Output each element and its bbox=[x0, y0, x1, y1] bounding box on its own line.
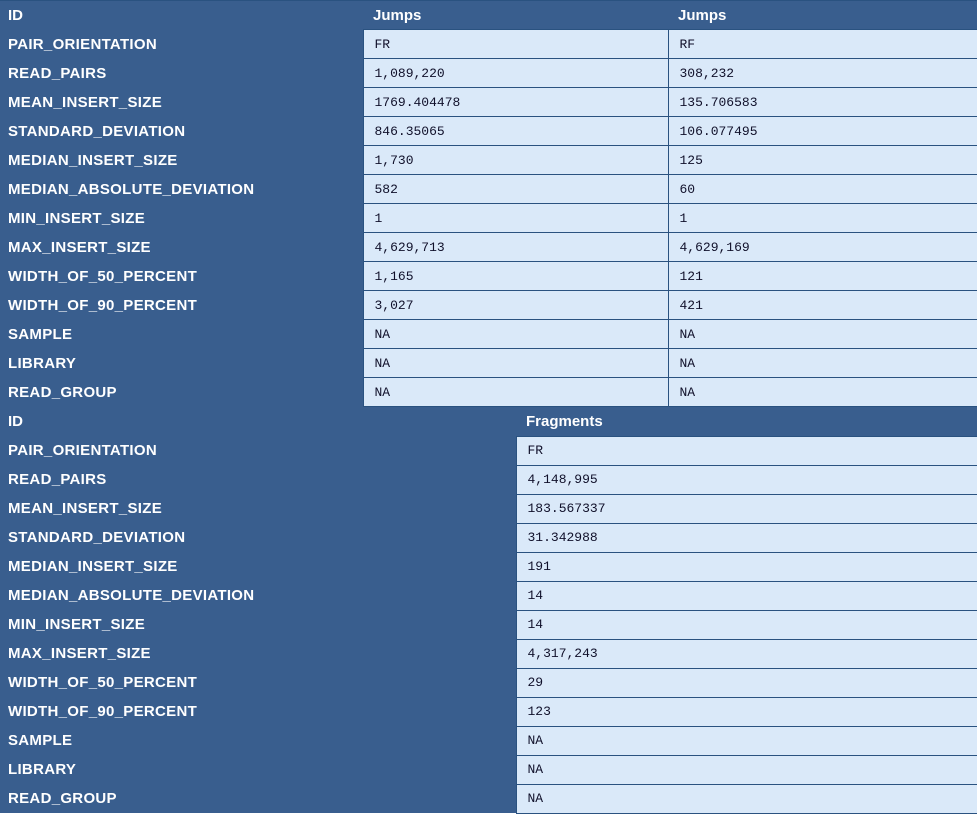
table-row bbox=[0, 726, 977, 755]
value-cell: 191 bbox=[516, 552, 977, 581]
table-row bbox=[0, 668, 977, 697]
value-cell: NA bbox=[516, 755, 977, 784]
value-cell: 29 bbox=[516, 668, 977, 697]
row-label: WIDTH_OF_90_PERCENT bbox=[0, 291, 363, 320]
value-cell: NA bbox=[668, 378, 977, 407]
value-cell: 1 bbox=[668, 204, 977, 233]
table-row bbox=[0, 581, 977, 610]
value-cell: 4,148,995 bbox=[516, 465, 977, 494]
row-label: STANDARD_DEVIATION bbox=[0, 523, 516, 552]
value-cell: FR bbox=[363, 30, 668, 59]
value-cell: 1 bbox=[363, 204, 668, 233]
row-label: MIN_INSERT_SIZE bbox=[0, 610, 516, 639]
row-label: READ_GROUP bbox=[0, 378, 363, 407]
table-row bbox=[0, 320, 977, 349]
table-row bbox=[0, 436, 977, 465]
table-row bbox=[0, 784, 977, 813]
row-label: SAMPLE bbox=[0, 726, 516, 755]
row-label: READ_PAIRS bbox=[0, 465, 516, 494]
value-cell: NA bbox=[363, 378, 668, 407]
value-cell: NA bbox=[668, 320, 977, 349]
table-row bbox=[0, 755, 977, 784]
row-label: MEDIAN_INSERT_SIZE bbox=[0, 552, 516, 581]
table-row bbox=[0, 175, 977, 204]
table-row bbox=[0, 30, 977, 59]
row-label: LIBRARY bbox=[0, 755, 516, 784]
table-row bbox=[0, 523, 977, 552]
metrics-table-fragments bbox=[0, 407, 977, 814]
value-cell: 4,629,169 bbox=[668, 233, 977, 262]
value-cell: 4,317,243 bbox=[516, 639, 977, 668]
value-cell: 421 bbox=[668, 291, 977, 320]
row-label: MEAN_INSERT_SIZE bbox=[0, 88, 363, 117]
table-row bbox=[0, 262, 977, 291]
value-cell: RF bbox=[668, 30, 977, 59]
row-label: MIN_INSERT_SIZE bbox=[0, 204, 363, 233]
table-row bbox=[0, 378, 977, 407]
value-cell: 60 bbox=[668, 175, 977, 204]
value-cell: 135.706583 bbox=[668, 88, 977, 117]
metrics-table-jumps bbox=[0, 0, 977, 407]
table-row bbox=[0, 697, 977, 726]
table-row bbox=[0, 117, 977, 146]
value-cell: 31.342988 bbox=[516, 523, 977, 552]
value-cell: NA bbox=[363, 320, 668, 349]
row-label: WIDTH_OF_90_PERCENT bbox=[0, 697, 516, 726]
value-cell: 1,089,220 bbox=[363, 59, 668, 88]
value-cell: 846.35065 bbox=[363, 117, 668, 146]
header-row bbox=[0, 1, 977, 30]
row-label: MEDIAN_ABSOLUTE_DEVIATION bbox=[0, 581, 516, 610]
row-label: STANDARD_DEVIATION bbox=[0, 117, 363, 146]
value-cell: 123 bbox=[516, 697, 977, 726]
value-cell: 4,629,713 bbox=[363, 233, 668, 262]
id-header: ID bbox=[0, 1, 363, 30]
row-label: LIBRARY bbox=[0, 349, 363, 378]
value-cell: 1,730 bbox=[363, 146, 668, 175]
value-cell: NA bbox=[516, 784, 977, 813]
column-header-fragments: Fragments bbox=[516, 407, 977, 436]
table-row bbox=[0, 639, 977, 668]
value-cell: 582 bbox=[363, 175, 668, 204]
column-header-jumps-1: Jumps bbox=[363, 1, 668, 30]
table-row bbox=[0, 494, 977, 523]
table-row bbox=[0, 291, 977, 320]
header-row bbox=[0, 407, 977, 436]
table-row bbox=[0, 146, 977, 175]
table-row bbox=[0, 349, 977, 378]
value-cell: 1769.404478 bbox=[363, 88, 668, 117]
value-cell: 125 bbox=[668, 146, 977, 175]
row-label: MEDIAN_INSERT_SIZE bbox=[0, 146, 363, 175]
row-label: SAMPLE bbox=[0, 320, 363, 349]
value-cell: 1,165 bbox=[363, 262, 668, 291]
row-label: READ_GROUP bbox=[0, 784, 516, 813]
value-cell: 14 bbox=[516, 610, 977, 639]
value-cell: NA bbox=[516, 726, 977, 755]
row-label: MEDIAN_ABSOLUTE_DEVIATION bbox=[0, 175, 363, 204]
table-row bbox=[0, 88, 977, 117]
row-label: WIDTH_OF_50_PERCENT bbox=[0, 262, 363, 291]
value-cell: 14 bbox=[516, 581, 977, 610]
row-label: MAX_INSERT_SIZE bbox=[0, 233, 363, 262]
row-label: MEAN_INSERT_SIZE bbox=[0, 494, 516, 523]
table-row bbox=[0, 610, 977, 639]
value-cell: 183.567337 bbox=[516, 494, 977, 523]
value-cell: 3,027 bbox=[363, 291, 668, 320]
row-label: WIDTH_OF_50_PERCENT bbox=[0, 668, 516, 697]
value-cell: 121 bbox=[668, 262, 977, 291]
row-label: MAX_INSERT_SIZE bbox=[0, 639, 516, 668]
table-row bbox=[0, 552, 977, 581]
table-row bbox=[0, 59, 977, 88]
table-row bbox=[0, 204, 977, 233]
row-label: READ_PAIRS bbox=[0, 59, 363, 88]
id-header: ID bbox=[0, 407, 516, 436]
value-cell: FR bbox=[516, 436, 977, 465]
value-cell: 106.077495 bbox=[668, 117, 977, 146]
row-label: PAIR_ORIENTATION bbox=[0, 30, 363, 59]
row-label: PAIR_ORIENTATION bbox=[0, 436, 516, 465]
table-row bbox=[0, 233, 977, 262]
value-cell: NA bbox=[668, 349, 977, 378]
column-header-jumps-2: Jumps bbox=[668, 1, 977, 30]
value-cell: 308,232 bbox=[668, 59, 977, 88]
table-row bbox=[0, 465, 977, 494]
value-cell: NA bbox=[363, 349, 668, 378]
